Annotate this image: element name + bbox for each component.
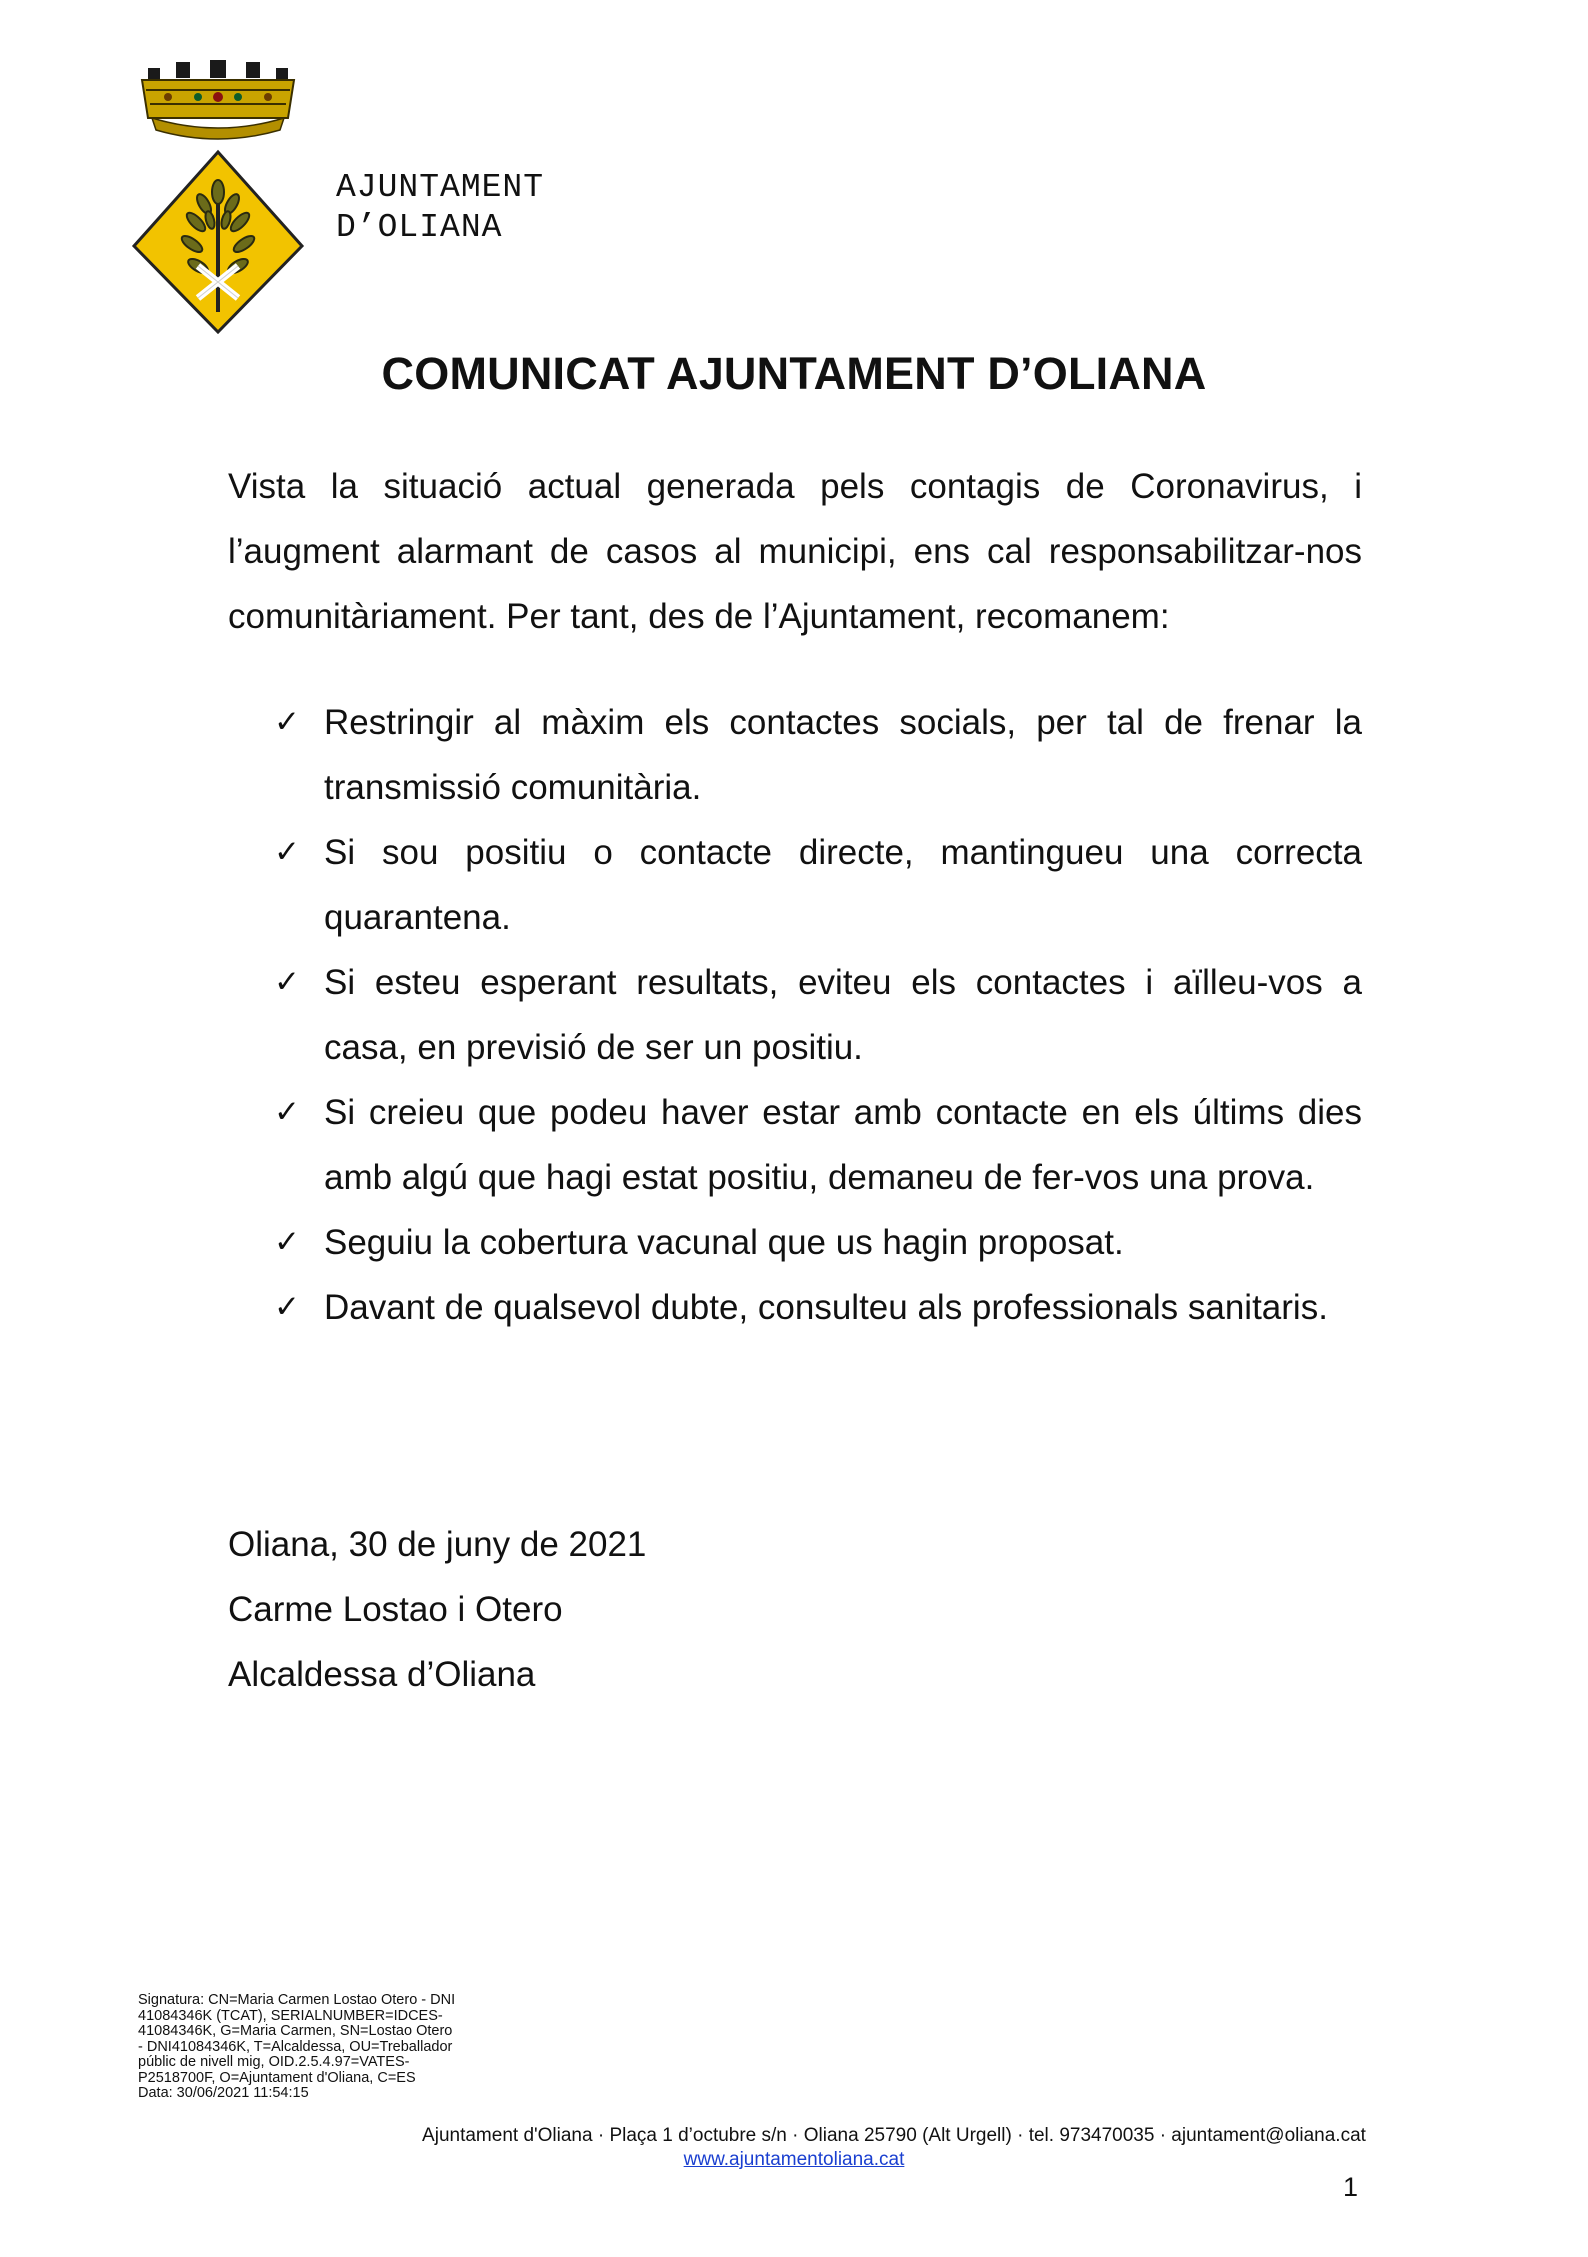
check-icon: ✓ — [274, 1094, 300, 1130]
crown-icon — [142, 60, 294, 139]
digital-signature-block — [138, 1993, 558, 2102]
list-item — [228, 950, 1362, 1080]
list-item — [228, 1080, 1362, 1210]
organization-name-line2: D’OLIANA — [336, 209, 503, 246]
organization-name — [336, 168, 544, 248]
list-item — [228, 1275, 1362, 1340]
list-item-text: Si esteu esperant resultats, eviteu els contactes i aïlleu-vos a casa, en previsió de ser un positiu. — [324, 963, 1362, 1067]
organization-name-line1: AJUNTAMENT — [336, 169, 545, 206]
check-icon: ✓ — [274, 834, 300, 870]
signer-name: Carme Lostao i Otero — [228, 1590, 563, 1629]
signer-role: Alcaldessa d’Oliana — [228, 1655, 536, 1694]
signature-line: Data: 30/06/2021 11:54:15 — [138, 2085, 309, 2101]
list-item-text: Si sou positiu o contacte directe, mantingueu una correcta quarantena. — [324, 833, 1362, 937]
intro-paragraph: Vista la situació actual generada pels contagis de Coronavirus, i l’augment alarmant de casos al municipi, ens cal responsabilitzar-nos comunitàriament. Per tant, des de l’Ajuntament, recomanem: — [228, 467, 1362, 636]
page-footer — [0, 2124, 1588, 2172]
recommendations-list — [228, 690, 1362, 1340]
website-link[interactable]: www.ajuntamentoliana.cat — [683, 2149, 905, 2170]
list-item — [228, 1210, 1362, 1275]
signature-line: 41084346K (TCAT), SERIALNUMBER=IDCES- — [138, 2007, 443, 2024]
check-icon: ✓ — [274, 1224, 300, 1260]
list-item — [228, 690, 1362, 820]
signature-section — [228, 1512, 646, 1707]
signature-line: P2518700F, O=Ajuntament d'Oliana, C=ES — [138, 2069, 416, 2086]
list-item-text: Si creieu que podeu haver estar amb contacte en els últims dies amb algú que hagi estat positiu, demaneu de fer-vos una prova. — [324, 1093, 1362, 1197]
check-icon: ✓ — [274, 704, 300, 740]
document-title: COMUNICAT AJUNTAMENT D’OLIANA — [381, 348, 1207, 399]
list-item-text: Restringir al màxim els contactes socials, per tal de frenar la transmissió comunitària. — [324, 703, 1362, 807]
coat-of-arms-icon — [128, 60, 308, 334]
check-icon: ✓ — [274, 1289, 300, 1325]
list-item — [228, 820, 1362, 950]
list-item-text: Seguiu la cobertura vacunal que us hagin proposat. — [324, 1223, 1124, 1262]
page-number: 1 — [1343, 2172, 1359, 2202]
footer-address: Ajuntament d'Oliana · Plaça 1 d’octubre s/n · Oliana 25790 (Alt Urgell) · tel. 973470035 · ajuntament@oliana.cat — [422, 2125, 1366, 2146]
signature-line: - DNI41084346K, T=Alcaldessa, OU=Treballador — [138, 2038, 453, 2055]
check-icon: ✓ — [274, 964, 300, 1000]
place-date: Oliana, 30 de juny de 2021 — [228, 1525, 647, 1564]
signature-line: Signatura: CN=Maria Carmen Lostao Otero - DNI — [138, 1992, 456, 2008]
signature-line: 41084346K, G=Maria Carmen, SN=Lostao Otero — [138, 2023, 453, 2039]
signature-line: públic de nivell mig, OID.2.5.4.97=VATES- — [138, 2054, 410, 2070]
list-item-text: Davant de qualsevol dubte, consulteu als professionals sanitaris. — [324, 1288, 1328, 1327]
